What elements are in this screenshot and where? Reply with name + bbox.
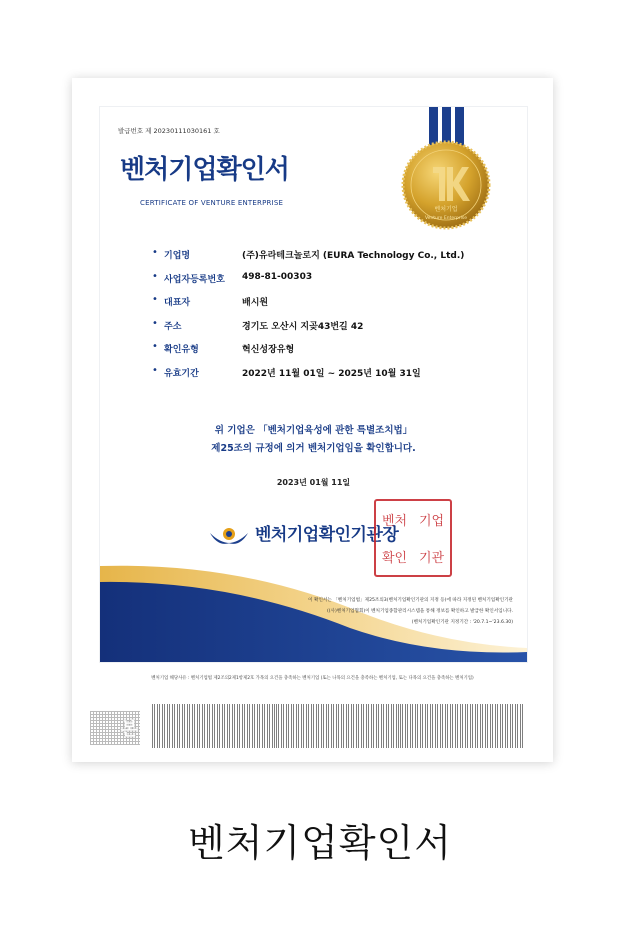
- field-label: 확인유형: [164, 345, 199, 355]
- issuer-logo-icon: [208, 525, 250, 547]
- field-label: 주소: [164, 321, 182, 332]
- statement-line-2: 제25조의 규정에 의거 벤처기업임을 확인합니다.: [211, 443, 416, 454]
- field-label: 기업명: [164, 251, 191, 261]
- verification-code: [276, 704, 400, 748]
- note-line: ((사)벤처기업협회)이 벤처기업종합관리시스템을 통해 정보를 확인하고 발급한 확인서입니다.: [326, 609, 513, 614]
- field-label: 사업자등록번호: [164, 274, 225, 285]
- copy-stamp: [90, 711, 140, 745]
- page-caption: 벤처기업확인서: [188, 821, 452, 865]
- issuer-name: 벤처기업확인기관장: [255, 525, 399, 545]
- bullet-icon: •: [152, 364, 158, 376]
- note-line: (벤처기업확인기관 지정기간 : '20.7.1~'23.6.30): [411, 620, 513, 625]
- note-line: 이 확인서는 「벤처기업법」제25조의3(벤처기업확인기관의 지정 등)에 따라 지정된 벤처기업확인기관: [308, 598, 513, 603]
- bullet-icon: •: [152, 247, 158, 258]
- certificate-title: 벤처기업확인서: [120, 155, 289, 185]
- svg-text:Venture Enterprise: Venture Enterprise: [424, 216, 468, 221]
- copy-mark: 본: [120, 719, 138, 740]
- verification-code: [400, 704, 524, 748]
- field-label: 유효기간: [164, 368, 199, 379]
- seal-char: 기업: [418, 514, 445, 529]
- statement-line-1: 위 기업은 「벤처기업육성에 관한 특별조치법」: [214, 425, 413, 436]
- venture-medal-icon: [400, 139, 492, 231]
- verification-code: [152, 704, 276, 748]
- bullet-icon: •: [152, 270, 158, 282]
- field-value: 498-81-00303: [242, 271, 313, 282]
- footer-note: 벤처기업 해당사유 : 벤처기업법 제2조의2제1항제2호 가목의 요건을 충족하는 벤처기업 (또는 나목의 요건을 충족하는 벤처기업, 또는 다목의 요건을 충족하는 벤처기업): [151, 676, 474, 681]
- seal-char: 확인: [381, 551, 408, 566]
- certificate-paper: [72, 78, 553, 762]
- field-value: 배시원: [242, 298, 269, 308]
- certificate-subtitle: CERTIFICATE OF VENTURE ENTERPRISE: [140, 199, 284, 207]
- seal-char: 기관: [418, 551, 445, 566]
- bullet-icon: •: [152, 294, 158, 305]
- seal-char: 벤처: [381, 514, 408, 529]
- bullet-icon: •: [152, 341, 158, 352]
- legal-notes: [308, 595, 513, 628]
- field-value: 혁신성장유형: [242, 345, 295, 355]
- svg-text:벤처기업: 벤처기업: [434, 206, 458, 213]
- field-value: 2022년 11월 01일 ~ 2025년 10월 31일: [242, 368, 421, 379]
- issue-number: 발급번호 제 20230111030161 호: [118, 127, 220, 135]
- field-label: 대표자: [164, 298, 191, 308]
- certificate-body: [99, 106, 528, 663]
- issue-date: 2023년 01월 11일: [276, 478, 351, 487]
- bullet-icon: •: [152, 317, 158, 329]
- field-value: (주)유라테크놀로지 (EURA Technology Co., Ltd.): [242, 251, 465, 261]
- field-value: 경기도 오산시 지곶43번길 42: [242, 321, 364, 332]
